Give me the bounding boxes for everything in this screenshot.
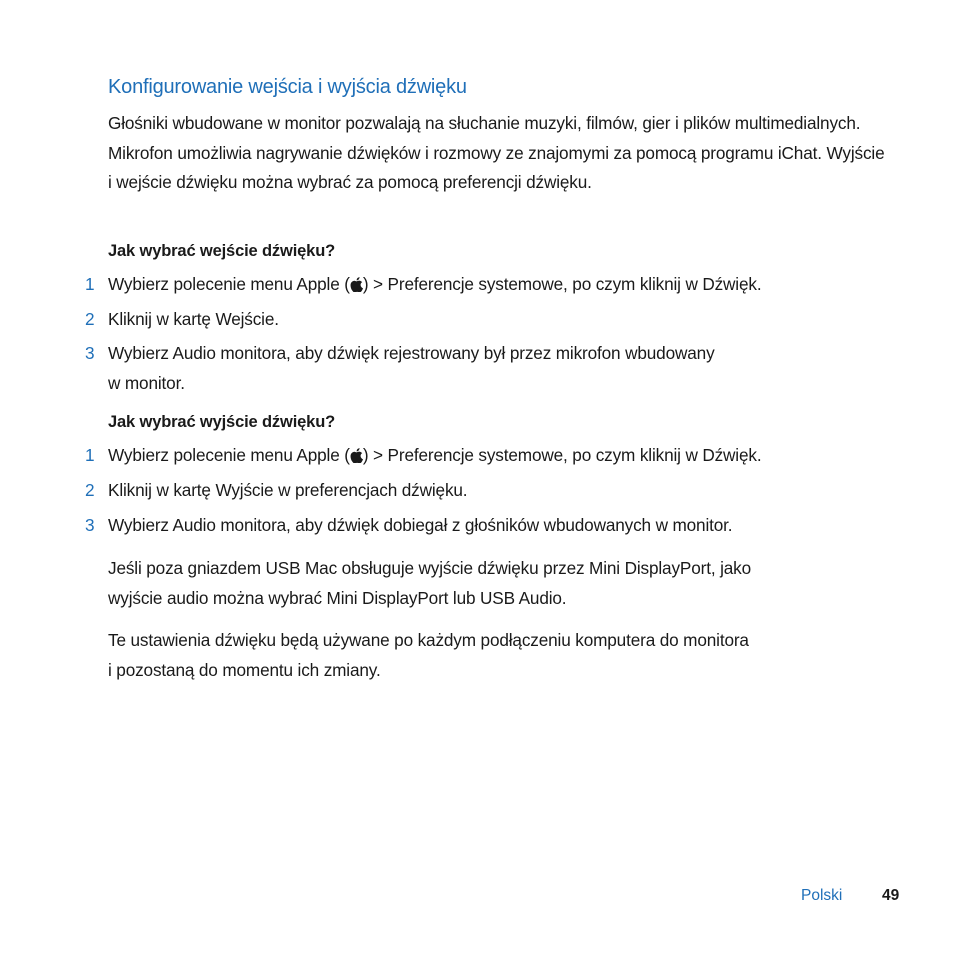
step-text xyxy=(108,270,898,300)
output-heading: Jak wybrać wyjście dźwięku? xyxy=(108,413,336,431)
step-number: 2 xyxy=(85,309,95,329)
apple-icon xyxy=(350,448,363,463)
page-number: 49 xyxy=(882,887,900,904)
note-paragraph-1 xyxy=(108,554,888,613)
paragraph-line-2: i pozostaną do momentu ich zmiany. xyxy=(108,659,381,680)
step-text xyxy=(108,441,898,471)
step-text-line-1: Wybierz Audio monitora, aby dźwięk rejestrowany był przez mikrofon wbudowany xyxy=(108,343,715,363)
step-number: 3 xyxy=(85,343,95,363)
step-text-before: Wybierz polecenie menu Apple ( xyxy=(108,274,350,294)
step-text xyxy=(108,339,898,398)
apple-icon xyxy=(350,277,363,292)
step-number: 1 xyxy=(85,445,95,465)
section-title: Konfigurowanie wejścia i wyjścia dźwięku xyxy=(108,76,467,98)
step-text-before: Wybierz polecenie menu Apple ( xyxy=(108,445,350,465)
step-text: Kliknij w kartę Wyjście w preferencjach dźwięku. xyxy=(108,480,468,500)
footer-language-label: Polski xyxy=(801,887,843,904)
step-text: Wybierz Audio monitora, aby dźwięk dobiegał z głośników wbudowanych w monitor. xyxy=(108,515,733,535)
paragraph-line-2: wyjście audio można wybrać Mini DisplayPort lub USB Audio. xyxy=(108,587,567,608)
paragraph-line-1: Jeśli poza gniazdem USB Mac obsługuje wyjście dźwięku przez Mini DisplayPort, jako xyxy=(108,558,752,578)
paragraph-line-1: Te ustawienia dźwięku będą używane po każdym podłączeniu komputera do monitora xyxy=(108,630,749,650)
intro-paragraph: Głośniki wbudowane w monitor pozwalają na słuchanie muzyki, filmów, gier i plików multimedialnych. Mikrofon umożliwia nagrywanie dźwięków i rozmowy ze znajomymi za pomocą programu iChat. Wyjście i wejście dźwięku można wybrać za pomocą preferencji dźwięku. xyxy=(108,113,885,192)
input-heading: Jak wybrać wejście dźwięku? xyxy=(108,242,336,260)
step-number: 1 xyxy=(85,274,95,294)
step-text-after: ) > Preferencje systemowe, po czym kliknij w Dźwięk. xyxy=(362,274,762,294)
step-text: Kliknij w kartę Wejście. xyxy=(108,309,279,329)
step-text-line-2: w monitor. xyxy=(108,372,185,393)
step-text-after: ) > Preferencje systemowe, po czym kliknij w Dźwięk. xyxy=(362,445,762,465)
step-number: 2 xyxy=(85,480,95,500)
step-number: 3 xyxy=(85,515,95,535)
note-paragraph-2 xyxy=(108,626,888,685)
